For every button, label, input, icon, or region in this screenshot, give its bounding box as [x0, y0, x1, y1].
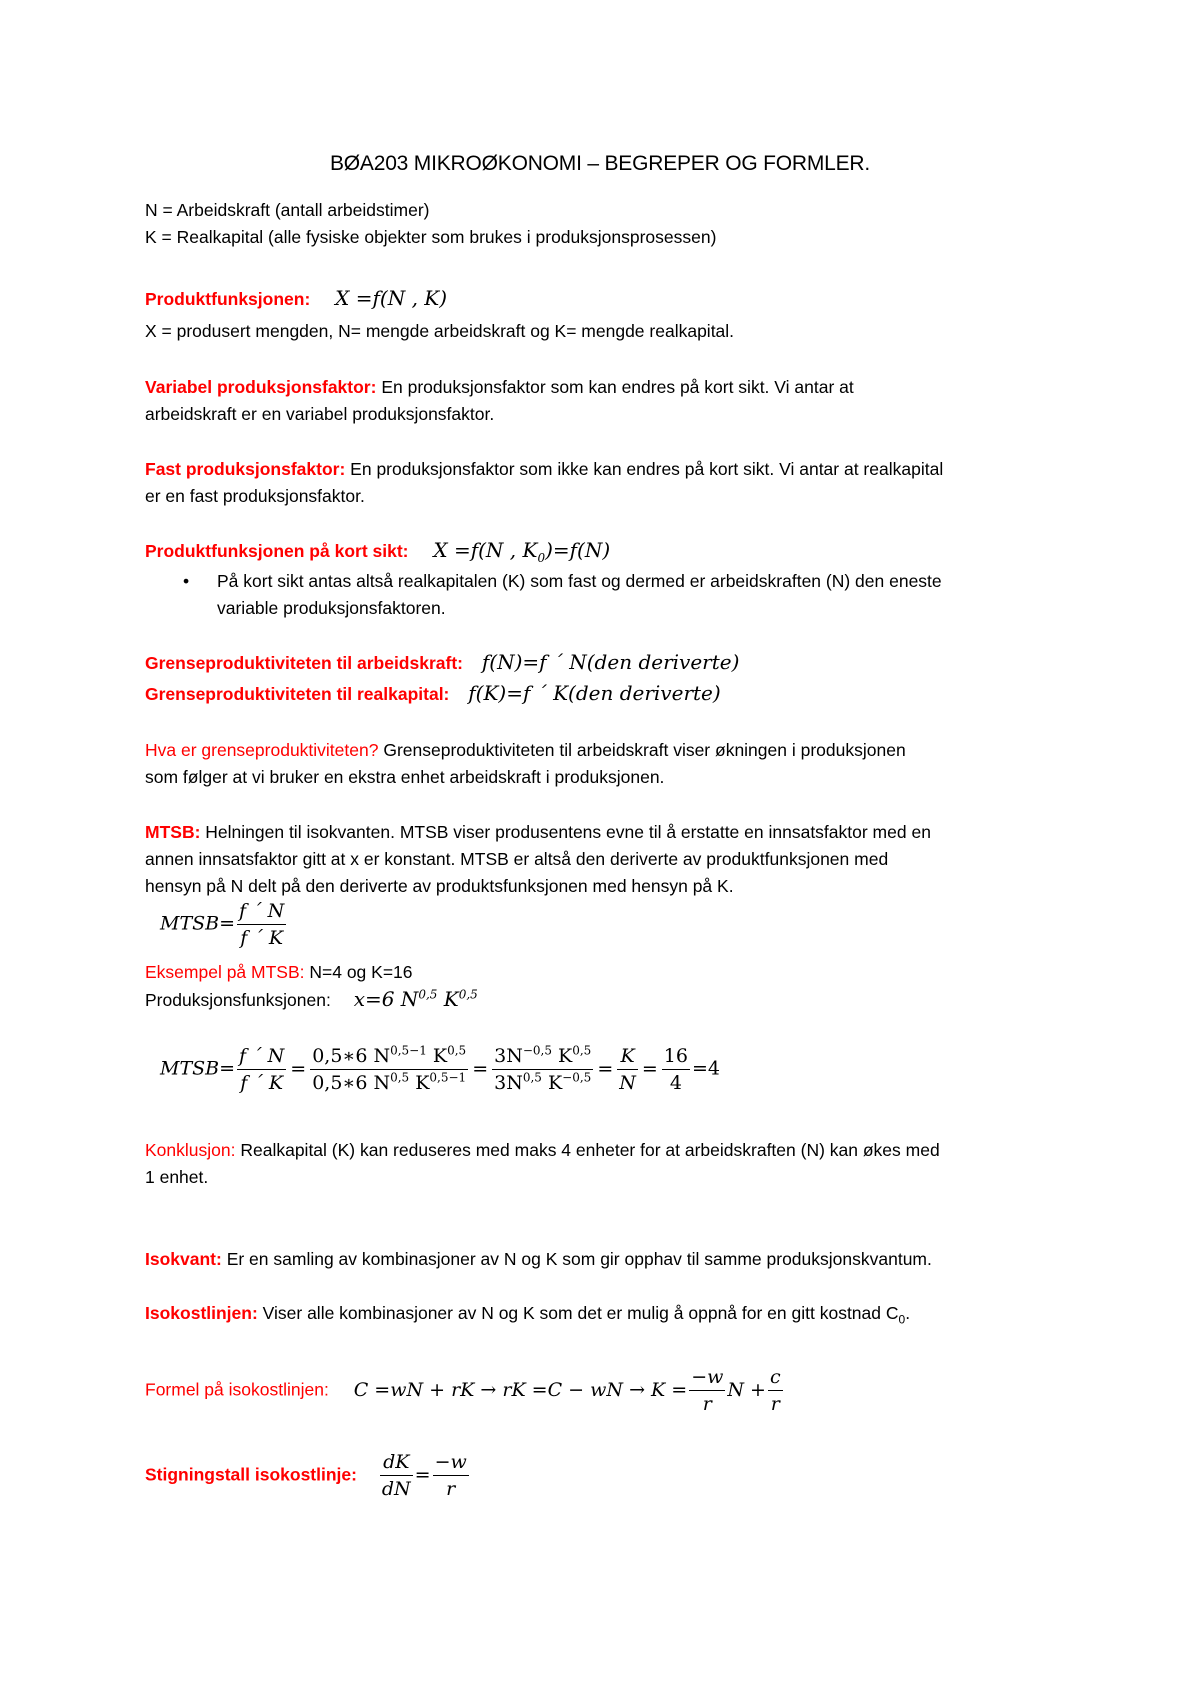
- formel-line: [145, 1364, 1065, 1417]
- definition-n: N = Arbeidskraft (antall arbeidstimer): [145, 200, 430, 220]
- grense-k-line: [145, 680, 1065, 708]
- fast-text-1: En produksjonsfaktor som ikke kan endres på kort sikt. Vi antar at realkapital: [345, 459, 944, 479]
- konklusjon-label: Konklusjon:: [145, 1140, 236, 1160]
- kort-sikt-bullet-line-1: På kort sikt antas altså realkapitalen (K) som fast og dermed er arbeidskraften (N) den eneste: [217, 571, 942, 591]
- kort-sikt-bullet-item: [145, 568, 1065, 622]
- produksjonsfunksjon-line: [145, 986, 1065, 1014]
- produktfunksjon-label: Produktfunksjonen:: [145, 289, 311, 309]
- bullet-icon: •: [183, 571, 190, 591]
- fast-label: Fast produksjonsfaktor:: [145, 459, 346, 479]
- konklusjon-paragraph: [145, 1137, 1065, 1164]
- variabel-text-1: En produksjonsfaktor som kan endres på kort sikt. Vi antar at: [376, 377, 854, 397]
- variabel-label: Variabel produksjonsfaktor:: [145, 377, 377, 397]
- eksempel-given: N=4 og K=16: [304, 962, 413, 982]
- produksjonsfunksjon-label: Produksjonsfunksjonen:: [145, 990, 331, 1010]
- mtsb-paragraph: [145, 819, 1065, 846]
- produktfunksjon-formula: X =f(N , K): [335, 286, 448, 310]
- mtsb-denominator: f ´ K: [240, 927, 284, 949]
- isokvant-label: Isokvant:: [145, 1249, 222, 1269]
- mtsb-text-3: hensyn på N delt på den deriverte av produktsfunksjonen med hensyn på K.: [145, 876, 734, 896]
- isokvant-paragraph: [145, 1246, 1065, 1273]
- kort-sikt-formula: X =f(N , $K_0)=f(N)$: [433, 538, 611, 565]
- hva-paragraph: [145, 737, 1065, 764]
- mtsb-calculation: MTSB= $\frac{f ´ N}{f ´ K}$ = $\frac{0,5∗6 N^{0,5-1} K^{0,5}}{0,5∗6 N^{0,5} K^{0,5-1}}$ = $\frac{3N^{-0,5} K^{0,5}}{3N^{0,5} K^{-0,5}}$ = $\frac{K}{N}$ = $\frac{16}{4}$ =4: [160, 1043, 720, 1094]
- produktfunksjon-heading: [145, 285, 1065, 313]
- mtsb-text-2: annen innsatsfaktor gitt at x er konstant. MTSB er altså den deriverte av produktfunksjonen med: [145, 849, 889, 869]
- grense-n-formula: f(N)=f ´ N(den deriverte): [481, 650, 740, 674]
- mtsb-numerator: f ´ N: [237, 898, 286, 925]
- stigning-label: Stigningstall isokostlinje:: [145, 1464, 357, 1485]
- mtsb-label: MTSB:: [145, 822, 201, 842]
- fast-text-2: er en fast produksjonsfaktor.: [145, 486, 365, 506]
- formel-label: Formel på isokostlinjen:: [145, 1379, 329, 1400]
- hva-text-1: Grenseproduktiviteten til arbeidskraft viser økningen i produksjonen: [378, 740, 906, 760]
- kort-sikt-heading: [145, 537, 1065, 565]
- mtsb-text-1: Helningen til isokvanten. MTSB viser produsentens evne til å erstatte en innsatsfaktor med en: [200, 822, 931, 842]
- isokostlinjen-paragraph: Isokostlinjen: Viser alle kombinasjoner av N og K som det er mulig å oppnå for en gitt kostnad $C_0$.: [145, 1303, 911, 1327]
- hva-label: Hva er grenseproduktiviteten?: [145, 740, 379, 760]
- stigning-formula: $\frac{dK}{dN}$ = $\frac{-w}{r}$: [381, 1451, 467, 1500]
- grense-k-formula: f(K)=f ´ K(den deriverte): [468, 681, 721, 705]
- fast-paragraph: [145, 456, 1065, 483]
- isokostlinjen-text: Viser alle kombinasjoner av N og K som det er mulig å oppnå for en gitt kostnad C: [257, 1303, 899, 1323]
- variabel-paragraph: [145, 374, 1065, 401]
- hva-text-2: som følger at vi bruker en ekstra enhet arbeidskraft i produksjonen.: [145, 767, 665, 787]
- kort-sikt-label: Produktfunksjonen på kort sikt:: [145, 541, 409, 561]
- stigning-line: [145, 1449, 1065, 1502]
- grense-n-line: [145, 649, 1065, 677]
- kort-sikt-bullet-line-2: variable produksjonsfaktoren.: [217, 598, 446, 618]
- eksempel-line: [145, 959, 1065, 986]
- variabel-text-2: arbeidskraft er en variabel produksjonsfaktor.: [145, 404, 495, 424]
- mtsb-formula: MTSB= $\frac{f ´ N}{f ´ K}$: [160, 900, 285, 949]
- definition-k: K = Realkapital (alle fysiske objekter som brukes i produksjonsprosessen): [145, 227, 717, 247]
- grense-n-label: Grenseproduktiviteten til arbeidskraft:: [145, 653, 463, 673]
- produksjonsfunksjon-formula: x=6 N$^{0,5}$ K$^{0,5}$: [353, 987, 478, 1011]
- isokvant-text: Er en samling av kombinasjoner av N og K som gir opphav til samme produksjonskvantum.: [221, 1249, 932, 1269]
- produktfunksjon-explanation: X = produsert mengden, N= mengde arbeidskraft og K= mengde realkapital.: [145, 321, 735, 341]
- isokostlinjen-label: Isokostlinjen:: [145, 1303, 258, 1323]
- formel-formula: C =wN + rK → rK =C − wN → K = $\frac{-w}{r}$ N + $\frac{c}{r}$: [353, 1366, 781, 1415]
- grense-k-label: Grenseproduktiviteten til realkapital:: [145, 684, 450, 704]
- eksempel-label: Eksempel på MTSB:: [145, 962, 305, 982]
- konklusjon-text-1: Realkapital (K) kan reduseres med maks 4 enheter for at arbeidskraften (N) kan økes med: [235, 1140, 940, 1160]
- konklusjon-text-2: 1 enhet.: [145, 1167, 209, 1187]
- page-title: BØA203 MIKROØKONOMI – BEGREPER OG FORMLER.: [329, 152, 871, 175]
